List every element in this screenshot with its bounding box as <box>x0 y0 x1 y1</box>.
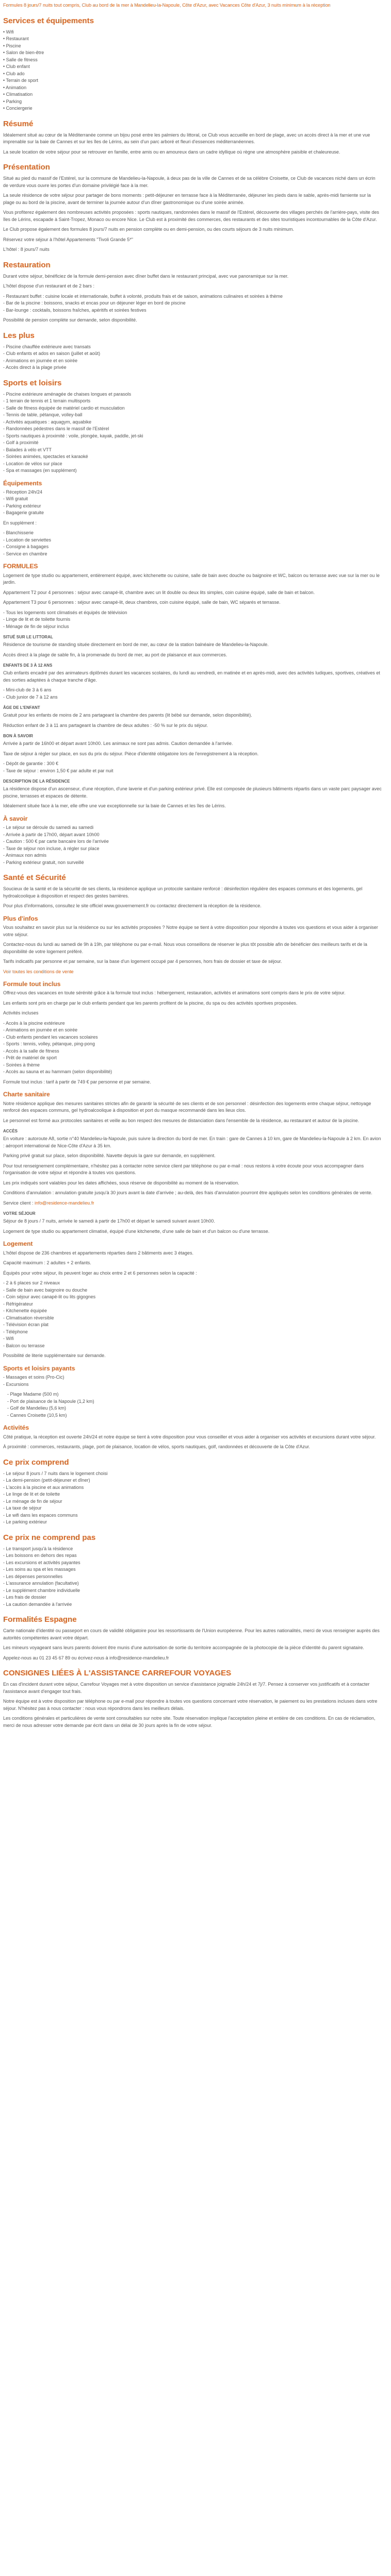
logement-title: Logement <box>3 1240 33 1248</box>
sports-item: - Activités aquatiques : aquagym, aquabike <box>3 419 382 426</box>
charte-title: Charte sanitaire <box>3 1091 50 1098</box>
ce-prix-item: - Le wifi dans les espaces communs <box>3 1512 382 1519</box>
sport2-list <box>3 1374 382 1388</box>
formules-item: - Ménage de fin de séjour inclus <box>3 623 382 631</box>
sport2-trip: - Cannes Croisette (10,5 km) <box>7 1412 382 1419</box>
avoir-title: À savoir <box>3 815 28 822</box>
service-item: • Salon de bien-être <box>3 49 382 57</box>
avoir-item: - Caution : 500 € par carte bancaire lors de l'arrivée <box>3 838 382 845</box>
modes-item: - Accès à la salle de fitness <box>3 1048 382 1055</box>
contact-email-link[interactable]: info@residence-mandelieu.fr <box>35 1200 94 1206</box>
sante-paragraph: Pour plus d'informations, consultez le site officiel www.gouvernement.fr ou contactez directement la réception de la résidence. <box>3 903 262 909</box>
modes-item: - Animations en journée et en soirée <box>3 1027 382 1034</box>
modes-item: - Accès à la piscine extérieure <box>3 1020 382 1027</box>
plus-list <box>3 344 382 371</box>
sport2-trip: - Golf de Mandelieu (5,6 km) <box>7 1405 382 1412</box>
modes-paragraph: Les enfants sont pris en charge par le club enfants pendant que les parents profitent de la piscine, du spa ou des activités sportives proposées. <box>3 1000 298 1006</box>
access-paragraph: Les prix indiqués sont valables pour les dates affichées, sous réserve de disponibilité au moment de la réservation. <box>3 1180 239 1185</box>
ce-prix-item: - Le linge de lit et de toilette <box>3 1491 382 1498</box>
sports-title: Sports et loisirs <box>3 378 62 387</box>
trip-paragraph: Séjour de 8 jours / 7 nuits, arrivée le samedi à partir de 17h00 et départ le samedi suivant avant 10h00. <box>3 1218 215 1224</box>
ce-prix-item: - La demi-pension (petit-déjeuner et dîner) <box>3 1477 382 1484</box>
modes-subtitle: Activités incluses <box>3 1010 39 1016</box>
logement-closing: Possibilité de literie supplémentaire sur demande. <box>3 1353 106 1359</box>
presentation-paragraph: Situé au pied du massif de l'Estérel, sur la commune de Mandelieu-la-Napoule, à deux pas de la ville de Cannes et de sa célèbre Croisette, ce Club de vacances niché dans un écrin de verdure vous ouvre les portes d'un domaine privilégié face à la mer. <box>3 176 376 188</box>
resume-paragraph: La seule location de votre séjour pour se retrouver en famille, entre amis ou en amoureux dans un cadre idyllique où règne une atmosphère paisible et chaleureuse. <box>3 149 340 155</box>
formules-paragraph: Appartement T3 pour 6 personnes : séjour avec canapé-lit, deux chambres, coin cuisine équipé, salle de bain, WC séparés et terrasse. <box>3 600 281 605</box>
charte-paragraph: Notre résidence applique des mesures sanitaires strictes afin de garantir la sécurité de ses clients et de son personnel : désinfection des logements entre chaque séjour, nettoyage renforcé des espaces communs, gel hydroalcoolique à disposition et port du masque recommandé dans les lieux clos. <box>3 1100 371 1113</box>
infos-paragraph: Tarifs indicatifs par personne et par semaine, sur la base d'un logement occupé par 4 personnes, hors frais de dossier et taxe de séjour. <box>3 959 282 964</box>
logement-item: - Climatisation réversible <box>3 1315 382 1322</box>
sports-item: - 1 terrain de tennis et 1 terrain multisports <box>3 398 382 405</box>
modes-title: Formule tout inclus <box>3 980 61 988</box>
sports-item: - Salle de fitness équipée de matériel cardio et musculation <box>3 405 382 412</box>
service-item: • Animation <box>3 84 382 92</box>
formalites-paragraph: Carte nationale d'identité ou passeport en cours de validité obligatoire pour les ressortissants de l'Union européenne. Pour les autres nationalités, merci de vous renseigner auprès des autorités compétentes avant votre départ. <box>3 1628 380 1640</box>
equip-extra-item: - Service en chambre <box>3 551 382 558</box>
trip-paragraph: Logement de type studio ou appartement climatisé, équipé d'une kitchenette, d'une salle de bain et d'un balcon ou d'une terrasse. <box>3 1228 270 1234</box>
avoir-item: - Taxe de séjour non incluse, à régler sur place <box>3 845 382 853</box>
avoir-item: - Arrivée à partir de 17h00, départ avant 10h00 <box>3 832 382 839</box>
logement-paragraph: Capacité maximum : 2 adultes + 2 enfants. <box>3 1260 91 1266</box>
formalites-title: Formalités Espagne <box>3 1615 77 1624</box>
infos-title: Plus d'infos <box>3 914 38 922</box>
logement-item: - Coin séjour avec canapé-lit ou lits gigognes <box>3 1294 382 1301</box>
ce-prix-non-item: - Les excursions et activités payantes <box>3 1560 382 1567</box>
sport2-trips <box>3 1391 382 1419</box>
equip-extra-list <box>3 530 382 557</box>
avoir-list <box>3 824 382 866</box>
presentation-paragraph: Vous profiterez également des nombreuses activités proposées : sports nautiques, randonnées dans le massif de l'Estérel, découverte des villages perchés de l'arrière-pays, visite des îles de Lérins, escapade à Saint-Tropez, Monaco ou encore Nice. Le Club est à proximité des commerces, des restaurants et des sites touristiques incontournables de la Côte d'Azur. <box>3 210 379 222</box>
formules-list <box>3 609 382 631</box>
enfants-paragraph: Club enfants encadré par des animateurs diplômés durant les vacances scolaires, du lundi au vendredi, en matinée et en après-midi, avec des activités ludiques, sportives, créatives et des sorties adaptées à chaque tranche d'âge. <box>3 670 380 683</box>
equip-extra-item: - Consigne à bagages <box>3 544 382 551</box>
ce-prix-non-item: - Les dépenses personnelles <box>3 1573 382 1581</box>
capacites-paragraph: Résidence de tourisme de standing située directement en bord de mer, au cœur de la station balnéaire de Mandelieu-la-Napoule. <box>3 642 269 648</box>
services-list <box>3 29 382 112</box>
equipement-item: - Bagagerie gratuite <box>3 510 382 517</box>
logement-intro: Équipés pour votre séjour, ils peuvent loger au choix entre 2 et 6 personnes selon la capacité : <box>3 1270 197 1276</box>
enfants-item: - Mini-club de 3 à 6 ans <box>3 687 382 694</box>
modes-item: - Accès au sauna et au hammam (selon disponibilité) <box>3 1069 382 1076</box>
sports-item: - Sports nautiques à proximité : voile, plongée, kayak, paddle, jet-ski <box>3 433 382 440</box>
equipement-item: - Parking extérieur <box>3 503 382 510</box>
avoir-item: - Le séjour se déroule du samedi au samedi <box>3 824 382 832</box>
infos-paragraph: Vous souhaitez en savoir plus sur la résidence ou sur les activités proposées ? Notre équipe se tient à votre disposition pour répondre à toutes vos questions et vous aider à organiser votre séjour. <box>3 925 378 937</box>
sport2-title: Sports et loisirs payants <box>3 1364 75 1372</box>
activites-title: Activités <box>3 1424 29 1432</box>
infos-paragraph: Contactez-nous du lundi au samedi de 9h à 19h, par téléphone ou par e-mail. Nous vous conseillons de réserver le plus tôt possible afin de bénéficier des meilleurs tarifs et de la disponibilité de votre logement préféré. <box>3 942 367 954</box>
equip-extra-intro: En supplément : <box>3 520 37 526</box>
ce-prix-non-item: - Les soins au spa et les massages <box>3 1566 382 1573</box>
logement-item: - Téléphone <box>3 1329 382 1336</box>
ce-prix-non-list <box>3 1546 382 1608</box>
conditions-link[interactable]: Voir toutes les conditions de vente <box>3 969 74 974</box>
residence-title: DESCRIPTION DE LA RÉSIDENCE <box>3 779 70 784</box>
modes-item: - Prêt de matériel de sport <box>3 1055 382 1062</box>
ce-prix-item: - Le séjour 8 jours / 7 nuits dans le logement choisi <box>3 1470 382 1478</box>
formules-paragraph: Logement de type studio ou appartement, entièrement équipé, avec kitchenette ou cuisine, salle de bain avec douche ou baignoire et WC, balcon ou terrasse avec vue sur la mer ou le jardin. <box>3 572 380 585</box>
formules-item: - Tous les logements sont climatisés et équipés de télévision <box>3 609 382 617</box>
ce-prix-item: - La taxe de séjour <box>3 1505 382 1512</box>
presentation-note: L'hôtel : 8 jours/7 nuits <box>3 247 50 252</box>
sports-item: - Randonnées pédestres dans le massif de l'Estérel <box>3 426 382 433</box>
sport2-trip: - Port de plaisance de la Napoule (1,2 km) <box>7 1398 382 1405</box>
restauration-item: - Bar-lounge : cocktails, boissons fraîches, apéritifs et soirées festives <box>3 307 382 314</box>
consignes-title: CONSIGNES LIÉES À L'ASSISTANCE CARREFOUR VOYAGES <box>3 1669 231 1678</box>
ce-prix-non-title: Ce prix ne comprend pas <box>3 1533 96 1542</box>
residence-paragraph: Idéalement située face à la mer, elle offre une vue exceptionnelle sur la baie de Cannes et les îles de Lérins. <box>3 803 226 809</box>
service-item: • Wifi <box>3 29 382 36</box>
service-item: • Conciergerie <box>3 105 382 112</box>
resume-paragraph: Idéalement situé au cœur de la Méditerranée comme un bijou posé entre les palmiers du littoral, ce Club vous accueille en bord de plage, avec un accès direct à la mer et une vue imprenable sur la baie de Cannes et sur les îles de Lérins, au sein d'un parc arboré et fleuri d'essences méditerranéennes. <box>3 132 370 144</box>
logement-item: - Balcon ou terrasse <box>3 1343 382 1350</box>
sports-item: - Golf à proximité <box>3 439 382 447</box>
sante-title: Santé et Sécurité <box>3 873 66 883</box>
avoir-item: - Animaux non admis <box>3 852 382 859</box>
restauration-item: - Bar de la piscine : boissons, snacks et encas pour un déjeuner léger en bord de piscine <box>3 300 382 307</box>
restauration-paragraph: L'hôtel dispose d'un restaurant et de 2 bars : <box>3 283 95 289</box>
logement-item: - Wifi <box>3 1335 382 1343</box>
service-item: • Club enfant <box>3 63 382 71</box>
consignes-paragraph: Notre équipe est à votre disposition par téléphone ou par e-mail pour répondre à toutes vos questions concernant votre réservation, le paiement ou les prestations incluses dans votre séjour. N'hésitez pas à nous contacter : nous vous répondrons dans les meilleurs délais. <box>3 1699 378 1711</box>
services-title: Services et équipements <box>3 16 94 25</box>
activites-paragraph: Côté pratique, la réception est ouverte 24h/24 et notre équipe se tient à votre disposition pour vous conseiller et vous aider à organiser vos activités et excursions durant votre séjour. <box>3 1434 376 1439</box>
modes-paragraph: Offrez-vous des vacances en toute sérénité grâce à la formule tout inclus : hébergement, restauration, activités et animations sont compris dans le prix de votre séjour. <box>3 990 346 996</box>
logement-item: - Salle de bain avec baignoire ou douche <box>3 1287 382 1294</box>
service-item: • Parking <box>3 98 382 106</box>
age-limit-title: ÂGE DE L'ENFANT <box>3 705 40 710</box>
residence-paragraph: La résidence dispose d'un ascenseur, d'une réception, d'une laverie et d'un parking extérieur privé. Elle est composée de plusieurs bâtiments répartis dans un vaste parc paysager avec piscine, terrasses et espaces de détente. <box>3 786 382 799</box>
access-paragraph: Pour tout renseignement complémentaire, n'hésitez pas à contacter notre service client par téléphone ou par e-mail : nous restons à votre écoute pour vous accompagner dans l'organisation de votre séjour et répondre à toutes vos questions. <box>3 1163 364 1176</box>
ce-prix-item: - Le ménage de fin de séjour <box>3 1498 382 1505</box>
modes-item: - Soirées à thème <box>3 1062 382 1069</box>
formules-paragraph: Appartement T2 pour 4 personnes : séjour avec canapé-lit, chambre avec un lit double ou deux lits simples, coin cuisine équipé, salle de bain et balcon. <box>3 589 315 595</box>
formalites-paragraph: Les mineurs voyageant sans leurs parents doivent être munis d'une autorisation de sortie du territoire accompagnée de la photocopie de la pièce d'identité du parent signataire. <box>3 1645 364 1651</box>
plus-item: - Club enfants et ados en saison (juillet et août) <box>3 350 382 358</box>
logement-item: - Réfrigérateur <box>3 1301 382 1308</box>
sports-list <box>3 391 382 474</box>
equip-extra-item: - Location de serviettes <box>3 537 382 544</box>
formules-item: - Linge de lit et de toilette fournis <box>3 616 382 623</box>
formalites-phone: Appelez-nous au 01 23 45 67 89 ou écrivez-nous à info@residence-mandelieu.fr <box>3 1655 169 1660</box>
conditions-paragraph: Taxe de séjour à régler sur place, en sus du prix du séjour. Pièce d'identité obligatoire lors de l'enregistrement à la réception. <box>3 751 259 756</box>
ce-prix-title: Ce prix comprend <box>3 1458 69 1467</box>
modes-list <box>3 1020 382 1076</box>
ce-prix-non-item: - Les frais de dossier <box>3 1594 382 1601</box>
logement-item: - Télévision écran plat <box>3 1321 382 1329</box>
sport2-item: - Excursions <box>3 1381 382 1388</box>
service-item: • Piscine <box>3 43 382 50</box>
service-item: • Restaurant <box>3 36 382 43</box>
restauration-item: - Restaurant buffet : cuisine locale et internationale, buffet à volonté, produits frais et de saison, animations culinaires et soirées à thème <box>3 293 382 300</box>
ce-prix-non-item: - La caution demandée à l'arrivée <box>3 1601 382 1608</box>
consignes-paragraph: En cas d'incident durant votre séjour, Carrefour Voyages met à votre disposition un service d'assistance joignable 24h/24 et 7j/7. Pensez à conserver vos justificatifs et à contacter l'assistance avant d'engager tout frais. <box>3 1682 370 1694</box>
modes-item: - Sports : tennis, volley, pétanque, ping-pong <box>3 1041 382 1048</box>
presentation-title: Présentation <box>3 163 50 172</box>
presentation-paragraph: Le Club propose également des formules 8 jours/7 nuits en pension complète ou en demi-pension, ou des courts séjours de 3 nuits minimum. <box>3 227 294 232</box>
restauration-list <box>3 293 382 314</box>
logement-item: - 2 à 6 places sur 2 niveaux <box>3 1280 382 1287</box>
restauration-closing: Possibilité de pension complète sur demande, selon disponibilité. <box>3 317 137 323</box>
trip-title: VOTRE SÉJOUR <box>3 1211 36 1216</box>
ce-prix-non-item: - L'assurance annulation (facultative) <box>3 1580 382 1587</box>
activites-paragraph: À proximité : commerces, restaurants, plage, port de plaisance, location de vélos, sports nautiques, golf, randonnées et découverte de la Côte d'Azur. <box>3 1444 311 1450</box>
logement-paragraph: L'hôtel dispose de 236 chambres et appartements réparties dans 2 bâtiments avec 3 étages. <box>3 1250 193 1256</box>
enfants-item: - Club junior de 7 à 12 ans <box>3 694 382 701</box>
enfants-list <box>3 687 382 701</box>
plus-item: - Piscine chauffée extérieure avec transats <box>3 344 382 351</box>
plus-title: Les plus <box>3 331 35 340</box>
ce-prix-non-item: - Le transport jusqu'à la résidence <box>3 1546 382 1553</box>
sports-item: - Tennis de table, pétanque, volley-ball <box>3 412 382 419</box>
sport2-trip: - Plage Madame (500 m) <box>7 1391 382 1398</box>
conditions-list <box>3 760 382 774</box>
ce-prix-item: - L'accès à la piscine et aux animations <box>3 1484 382 1492</box>
logement-list <box>3 1280 382 1349</box>
ce-prix-item: - Le parking extérieur <box>3 1519 382 1526</box>
ce-prix-list <box>3 1470 382 1526</box>
avoir-item: - Parking extérieur gratuit, non surveillé <box>3 859 382 867</box>
logement-item: - Kitchenette équipée <box>3 1308 382 1315</box>
sante-paragraph: Soucieux de la santé et de la sécurité de ses clients, la résidence applique un protocole sanitaire renforcé : désinfection régulière des espaces communs et des logements, gel hydroalcoolique à disposition et respect des gestes barrières. <box>3 886 363 899</box>
sports-item: - Balades à vélo et VTT <box>3 447 382 454</box>
sports-item: - Location de vélos sur place <box>3 461 382 468</box>
conditions-title: BON À SAVOIR <box>3 734 34 739</box>
age-limit-paragraph: Réduction enfant de 3 à 11 ans partageant la chambre de deux adultes : -50 % sur le prix du séjour. <box>3 722 208 728</box>
presentation-paragraph: La seule résidence de votre séjour pour partager de bons moments : petit-déjeuner en terrasse face à la Méditerranée, déjeuner les pieds dans le sable, après-midi farniente sur la plage ou au bord de la piscine, avant de terminer la journée autour d'un dîner gastronomique ou d'une soirée animée. <box>3 193 371 205</box>
sports-item: - Piscine extérieure aménagée de chaises longues et parasols <box>3 391 382 398</box>
sports-item: - Soirées animées, spectacles et karaoké <box>3 453 382 461</box>
equipement-item: - Wifi gratuit <box>3 496 382 503</box>
consignes-paragraph: Les conditions générales et particulières de vente sont consultables sur notre site. Toute réservation implique l'acceptation pleine et entière de ces conditions. En cas de réclamation, merci de nous adresser votre demande par écrit dans un délai de 30 jours après la fin de votre séjour. <box>3 1716 376 1728</box>
conditions-paragraph: Arrivée à partir de 16h00 et départ avant 10h00. Les animaux ne sont pas admis. Caution demandée à l'arrivée. <box>3 741 233 747</box>
age-limit-paragraph: Gratuit pour les enfants de moins de 2 ans partageant la chambre des parents (lit bébé sur demande, selon disponibilité). <box>3 713 252 718</box>
presentation-note: Réservez votre séjour à l'hôtel Appartements "Tivoli Grande 5*" <box>3 236 133 242</box>
access-paragraph: Parking privé gratuit sur place, selon disponibilité. Navette depuis la gare sur demande, en supplément. <box>3 1153 216 1159</box>
sport2-item: - Massages et soins (Pro-Cic) <box>3 1374 382 1381</box>
access-title: ACCÈS <box>3 1129 18 1134</box>
capacites-title: SITUÉ SUR LE LITTORAL <box>3 635 53 640</box>
formules-title: FORMULES <box>3 563 38 570</box>
conditions-item: - Taxe de séjour : environ 1,50 € par adulte et par nuit <box>3 768 382 775</box>
restauration-title: Restauration <box>3 260 51 269</box>
plus-item: - Animations en journée et en soirée <box>3 358 382 365</box>
enfants-title: ENFANTS DE 3 À 12 ANS <box>3 663 53 668</box>
breadcrumb[interactable]: Formules 8 jours/7 nuits tout compris, Club au bord de la mer à Mandelieu-la-Napoule, Côte d'Azur, avec Vacances Côte d'Azur, 3 nuits minimum à la réception <box>3 3 331 8</box>
modes-item: - Club enfants pendant les vacances scolaires <box>3 1034 382 1041</box>
equip-extra-item: - Blanchisserie <box>3 530 382 537</box>
conditions-item: - Dépôt de garantie : 300 € <box>3 760 382 768</box>
equipements-list <box>3 489 382 517</box>
access-paragraph: En voiture : autoroute A8, sortie n°40 Mandelieu-la-Napoule, puis suivre la direction du bord de mer. En train : gare de Cannes à 10 km, gare de Mandelieu-la-Napoule à 2 km. En avion : aéroport international de Nice-Côte d'Azur à 35 km. <box>3 1136 381 1148</box>
service-item: • Terrain de sport <box>3 77 382 84</box>
access-paragraph: Conditions d'annulation : annulation gratuite jusqu'à 30 jours avant la date d'arrivée ; au-delà, des frais d'annulation pourront être appliqués selon les conditions générales de vente. <box>3 1190 372 1196</box>
service-item: • Club ado <box>3 71 382 78</box>
contact-label: Service client : <box>3 1200 34 1206</box>
plus-item: - Accès direct à la plage privée <box>3 364 382 371</box>
restauration-paragraph: Durant votre séjour, bénéficiez de la formule demi-pension avec dîner buffet dans le restaurant principal, avec vue panoramique sur la mer. <box>3 273 289 279</box>
sports-item: - Spa et massages (en supplément) <box>3 467 382 474</box>
service-item: • Climatisation <box>3 91 382 98</box>
capacites-paragraph: Accès direct à la plage de sable fin, à la promenade du bord de mer, au port de plaisance et aux commerces. <box>3 652 227 657</box>
ce-prix-non-item: - Le supplément chambre individuelle <box>3 1587 382 1595</box>
equipement-item: - Réception 24h/24 <box>3 489 382 496</box>
equipements-title: Équipements <box>3 479 42 487</box>
charte-paragraph: Le personnel est formé aux protocoles sanitaires et veille au bon respect des mesures de distanciation dans l'ensemble de la résidence, au restaurant et autour de la piscine. <box>3 1117 360 1123</box>
ce-prix-non-item: - Les boissons en dehors des repas <box>3 1552 382 1560</box>
modes-closing: Formule tout inclus : tarif à partir de 749 € par personne et par semaine. <box>3 1079 151 1084</box>
resume-title: Résumé <box>3 119 34 128</box>
service-item: • Salle de fitness <box>3 57 382 64</box>
